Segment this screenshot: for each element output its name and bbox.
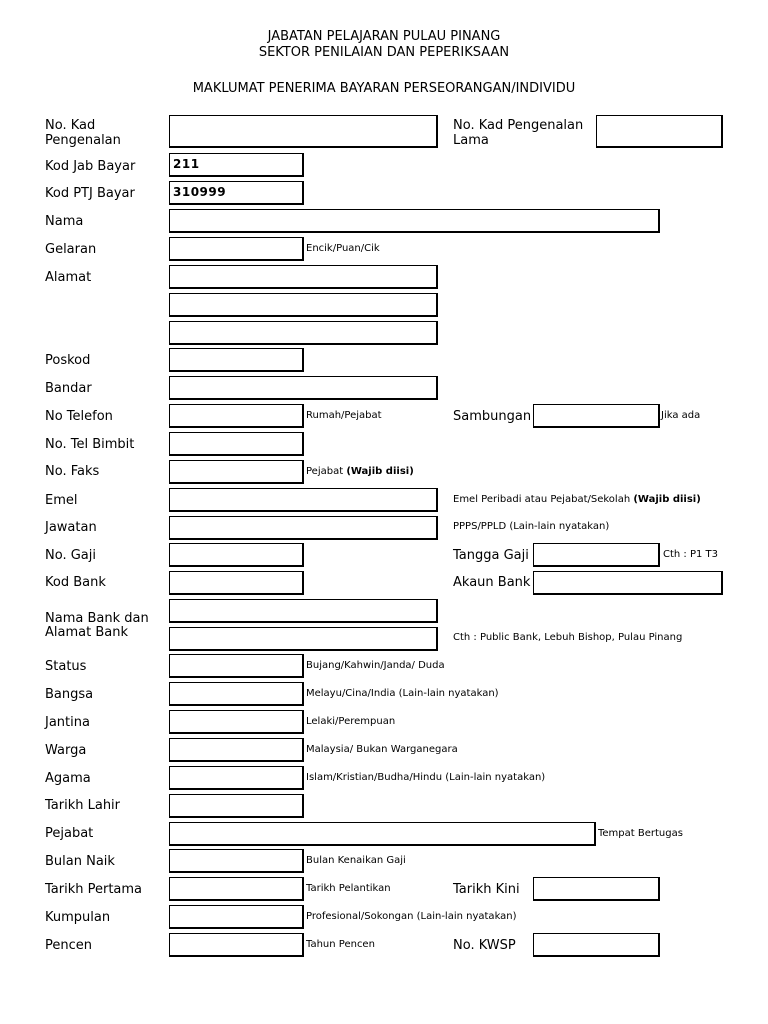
warga-note: Malaysia/ Bukan Warganegara [306,744,458,755]
kod-ptj-bayar-label: Kod PTJ Bayar [45,186,135,201]
no-telefon-note: Rumah/Pejabat [306,410,382,421]
tangga-gaji-label: Tangga Gaji [453,548,529,563]
kumpulan-note: Profesional/Sokongan (Lain-lain nyatakan) [306,911,517,922]
no-faks-label: No. Faks [45,464,100,479]
no-tel-bimbit-field[interactable] [169,432,304,456]
form-title: MAKLUMAT PENERIMA BAYARAN PERSEORANGAN/INDIVIDU [192,81,576,96]
alamat-field-1[interactable] [169,265,438,289]
kumpulan-label: Kumpulan [45,910,111,925]
akaun-bank-field[interactable] [533,571,723,595]
no-gaji-field[interactable] [169,543,304,567]
jawatan-note: PPPS/PPLD (Lain-lain nyatakan) [453,521,610,532]
emel-note: Emel Peribadi atau Pejabat/Sekolah (Wajib diisi) [453,494,701,505]
jantina-field[interactable] [169,710,304,734]
sambungan-field[interactable] [533,404,660,428]
no-faks-note: Pejabat (Wajib diisi) [306,466,414,477]
no-tel-bimbit-label: No. Tel Bimbit [45,437,135,452]
nama-field[interactable] [169,209,660,233]
no-kp-label-2: Pengenalan [45,133,121,148]
pejabat-label: Pejabat [45,826,94,841]
bangsa-note: Melayu/Cina/India (Lain-lain nyatakan) [306,688,499,699]
no-kp-label-1: No. Kad [45,118,96,133]
warga-field[interactable] [169,738,304,762]
akaun-bank-label: Akaun Bank [453,575,531,590]
pencen-note: Tahun Pencen [306,939,375,950]
status-field[interactable] [169,654,304,678]
bulan-naik-note: Bulan Kenaikan Gaji [306,855,406,866]
no-telefon-label: No Telefon [45,409,113,424]
tangga-gaji-field[interactable] [533,543,660,567]
agama-note: Islam/Kristian/Budha/Hindu (Lain-lain nyatakan) [306,772,546,783]
no-kwsp-field[interactable] [533,933,660,957]
gelaran-field[interactable] [169,237,304,261]
nama-bank-note: Cth : Public Bank, Lebuh Bishop, Pulau Pinang [453,632,683,643]
bangsa-field[interactable] [169,682,304,706]
no-telefon-field[interactable] [169,404,304,428]
sambungan-note: Jika ada [661,410,701,421]
no-kp-lama-label-2: Lama [453,133,489,148]
tarikh-pertama-field[interactable] [169,877,304,901]
jantina-label: Jantina [45,715,90,730]
pejabat-note: Tempat Bertugas [598,828,683,839]
no-kp-field[interactable] [169,115,438,148]
tarikh-pertama-label: Tarikh Pertama [45,882,143,897]
jawatan-field[interactable] [169,516,438,540]
alamat-label: Alamat [45,270,92,285]
gelaran-note: Encik/Puan/Cik [306,243,380,254]
warga-label: Warga [45,743,87,758]
bulan-naik-label: Bulan Naik [45,854,115,869]
tangga-gaji-note: Cth : P1 T3 [663,549,719,560]
no-kp-lama-label-1: No. Kad Pengenalan [453,118,584,133]
kod-bank-field[interactable] [169,571,304,595]
tarikh-kini-field[interactable] [533,877,660,901]
header-line-2: SEKTOR PENILAIAN DAN PEPERIKSAAN [258,45,510,60]
header-line-1: JABATAN PELAJARAN PULAU PINANG [267,29,501,44]
no-kp-lama-field[interactable] [596,115,723,148]
bandar-field[interactable] [169,376,438,400]
bangsa-label: Bangsa [45,687,94,702]
nama-bank-label-2: Alamat Bank [45,625,128,640]
nama-bank-label-1: Nama Bank dan [45,611,149,626]
nama-bank-field-1[interactable] [169,599,438,623]
jantina-note: Lelaki/Perempuan [306,716,396,727]
tarikh-pertama-note: Tarikh Pelantikan [306,883,391,894]
gelaran-label: Gelaran [45,242,97,257]
tarikh-lahir-field[interactable] [169,794,304,818]
alamat-field-2[interactable] [169,293,438,317]
sambungan-label: Sambungan [453,409,532,424]
no-faks-field[interactable] [169,460,304,484]
no-kwsp-label: No. KWSP [453,938,516,953]
poskod-label: Poskod [45,353,91,368]
pejabat-field[interactable] [169,822,596,846]
poskod-field[interactable] [169,348,304,372]
alamat-field-3[interactable] [169,321,438,345]
kumpulan-field[interactable] [169,905,304,929]
emel-field[interactable] [169,488,438,512]
pencen-field[interactable] [169,933,304,957]
pencen-label: Pencen [45,938,92,953]
kod-ptj-bayar-field[interactable]: 310999 [169,181,304,205]
tarikh-kini-label: Tarikh Kini [453,882,520,897]
agama-label: Agama [45,771,91,786]
tarikh-lahir-label: Tarikh Lahir [45,798,121,813]
kod-jab-bayar-label: Kod Jab Bayar [45,159,136,174]
emel-label: Emel [45,493,78,508]
nama-bank-field-2[interactable] [169,627,438,651]
no-gaji-label: No. Gaji [45,548,96,563]
status-label: Status [45,659,87,674]
kod-jab-bayar-field[interactable]: 211 [169,153,304,177]
bandar-label: Bandar [45,381,92,396]
agama-field[interactable] [169,766,304,790]
kod-bank-label: Kod Bank [45,575,106,590]
bulan-naik-field[interactable] [169,849,304,873]
jawatan-label: Jawatan [45,520,97,535]
nama-label: Nama [45,214,84,229]
status-note: Bujang/Kahwin/Janda/ Duda [306,660,445,671]
